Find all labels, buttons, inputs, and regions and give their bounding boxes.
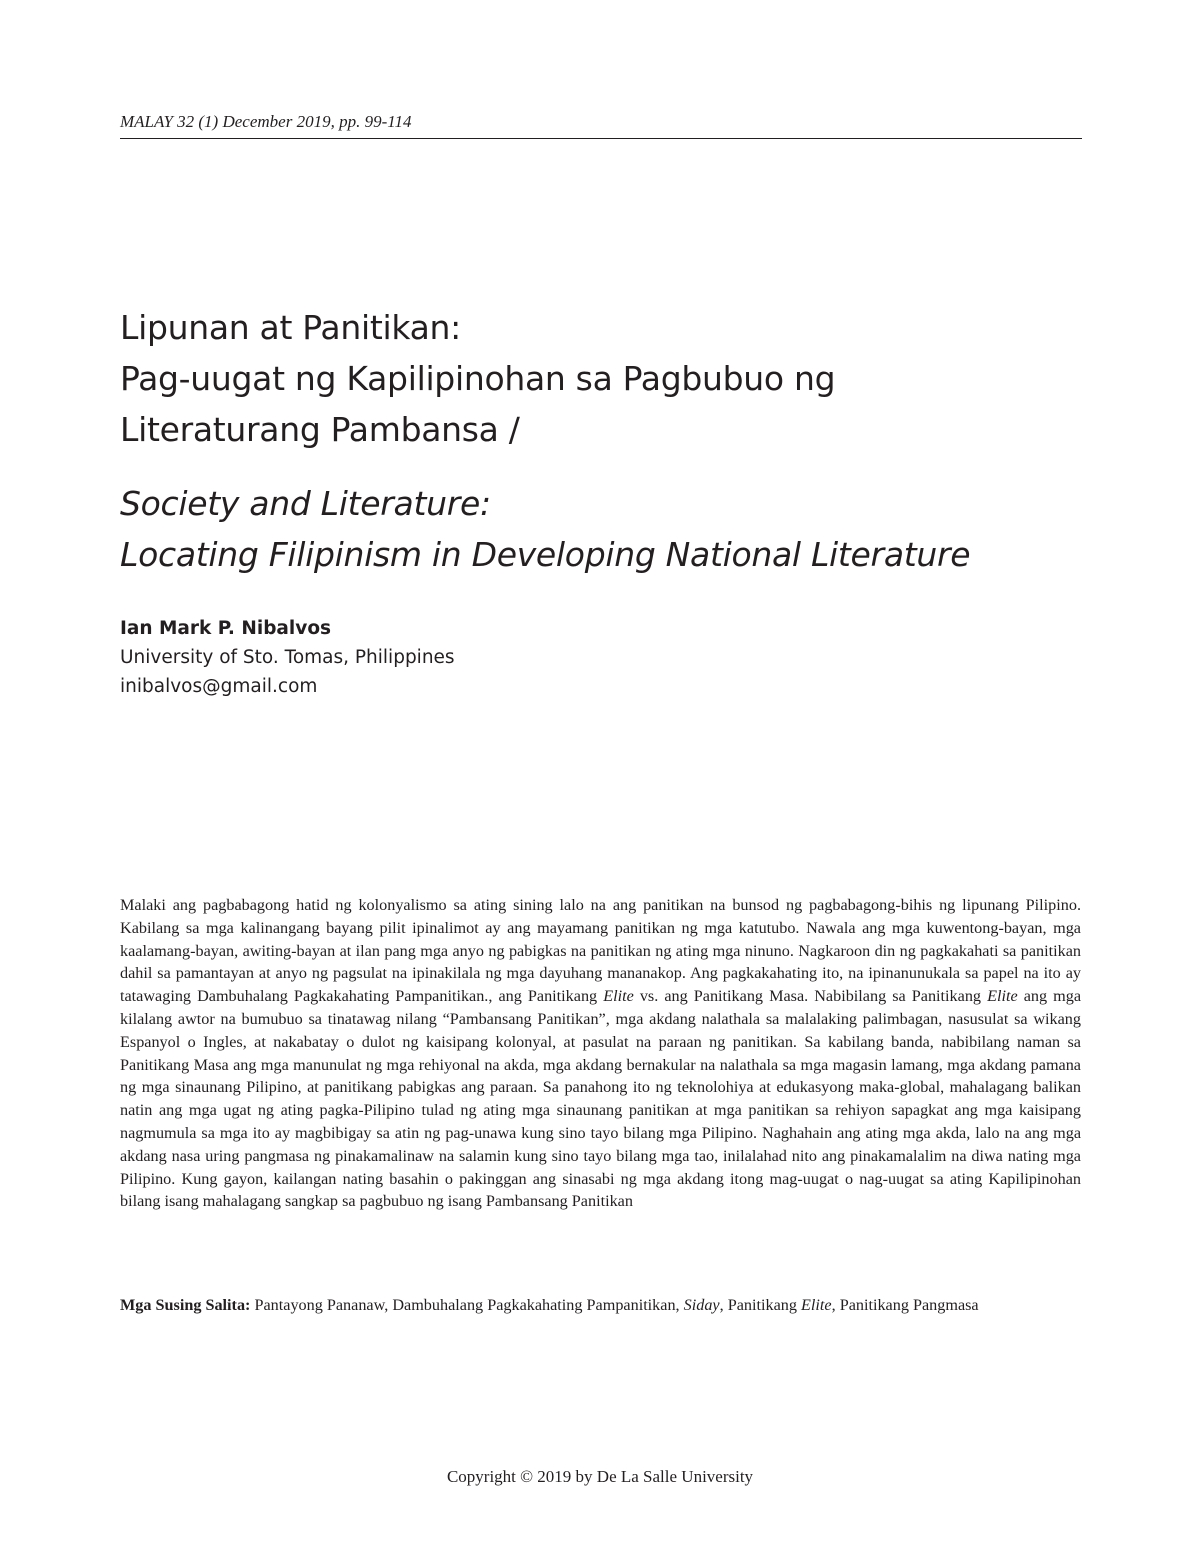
title-tagalog xyxy=(120,302,1080,455)
title-english xyxy=(120,478,1080,580)
abstract-text-3: ang mga kilalang awtor na bumubuo sa tinatawag nilang “Pambansang Panitikan”, mga akdang nalathala sa malalaking palimbagan, nasusulat sa wikang Espanyol o Ingles, at nakabatay o dulot ng kaisipang kolonyal, at pasulat na paraan ng panitikan. Sa kabilang banda, nabibilang naman sa Panitikang Masa ang mga manunulat ng mga rehiyonal na akda, mga akdang bernakular na nalathala sa mga magasin lamang, mga akdang pamana ng mga sinaunang Pilipino, at panitikang pabigkas ang paraan. Sa panahong ito ng teknolohiya at edukasyong maka-global, mahalagang balikan natin ang mga ugat ng ating pagka-Pilipino tulad ng ating mga sinaunang panitikan at mga panitikan sa rehiyon sapagkat ang mga kaisipang nagmumula sa mga ito ay magbibigay sa atin ng pag-unawa kung sino tayo bilang mga Pilipino. Naghahain ang ating mga akda, lalo na ang mga akdang nasa uring pangmasa ng pinakamalinaw na salamin kung sino tayo bilang mga tao, inilalahad nito ang pinakamalalim na diwa nating mga Pilipino. Kung gayon, kailangan nating basahin o pakinggan ang sinasabi ng mga akdang itong mag-uugat o nag-uugat sa ating Kapilipinohan bilang isang mahalagang sangkap sa pagbubuo ng isang Pambansang Panitikan xyxy=(120,987,1081,1211)
keywords-label: Mga Susing Salita: xyxy=(120,1296,251,1314)
author-block xyxy=(120,614,455,701)
abstract xyxy=(120,894,1081,1213)
abstract-elite-1: Elite xyxy=(603,987,634,1006)
title-tagalog-line-3: Literaturang Pambansa / xyxy=(120,410,520,449)
author-name: Ian Mark P. Nibalvos xyxy=(120,618,332,639)
author-email: inibalvos@gmail.com xyxy=(120,676,318,697)
author-affiliation: University of Sto. Tomas, Philippines xyxy=(120,647,455,668)
title-block xyxy=(120,302,1080,580)
keywords-elite: Elite xyxy=(801,1296,832,1314)
abstract-text-1: Malaki ang pagbabagong hatid ng kolonyalismo sa ating sining lalo na ang panitikan na bunsod ng pagbabagong-bihis ng lipunang Pilipino. Kabilang sa mga kalinangang bayang pilit ipinalimot ay ang mayamang panitikan ng mga katutubo. Nawala ang mga kuwentong-bayan, mga kaalamang-bayan, awiting-bayan at ilan pang mga anyo ng pabigkas na panitikan ng ating mga ninuno. Nagkaroon din ng pagkakahati sa panitikan dahil sa pamantayan at anyo ng pagsulat na ipinakilala ng mga dayuhang mananakop. Ang pagkakahating ito, na ipinanunukala sa papel na ito ay tatawaging Dambuhalang Pagkakahating Pampanitikan., ang Panitikang xyxy=(120,896,1081,1006)
keywords-text-3: , Panitikang Pangmasa xyxy=(831,1296,979,1314)
journal-header: MALAY 32 (1) December 2019, pp. 99-114 xyxy=(120,112,1082,139)
abstract-elite-2: Elite xyxy=(987,987,1018,1006)
copyright-footer: Copyright © 2019 by De La Salle University xyxy=(446,1467,754,1486)
title-english-line-1: Society and Literature: xyxy=(120,484,491,523)
abstract-text-2: vs. ang Panitikang Masa. Nabibilang sa Panitikang xyxy=(633,987,988,1006)
keywords-text-2: , Panitikang xyxy=(719,1296,802,1314)
title-english-line-2: Locating Filipinism in Developing National Literature xyxy=(120,535,971,574)
keywords xyxy=(120,1294,1081,1317)
keywords-siday: Siday xyxy=(683,1296,720,1314)
keywords-text-1: Pantayong Pananaw, Dambuhalang Pagkakahating Pampanitikan, xyxy=(250,1296,684,1314)
title-tagalog-line-1: Lipunan at Panitikan: xyxy=(120,308,461,347)
title-tagalog-line-2: Pag-uugat ng Kapilipinohan sa Pagbubuo ng xyxy=(120,359,836,398)
